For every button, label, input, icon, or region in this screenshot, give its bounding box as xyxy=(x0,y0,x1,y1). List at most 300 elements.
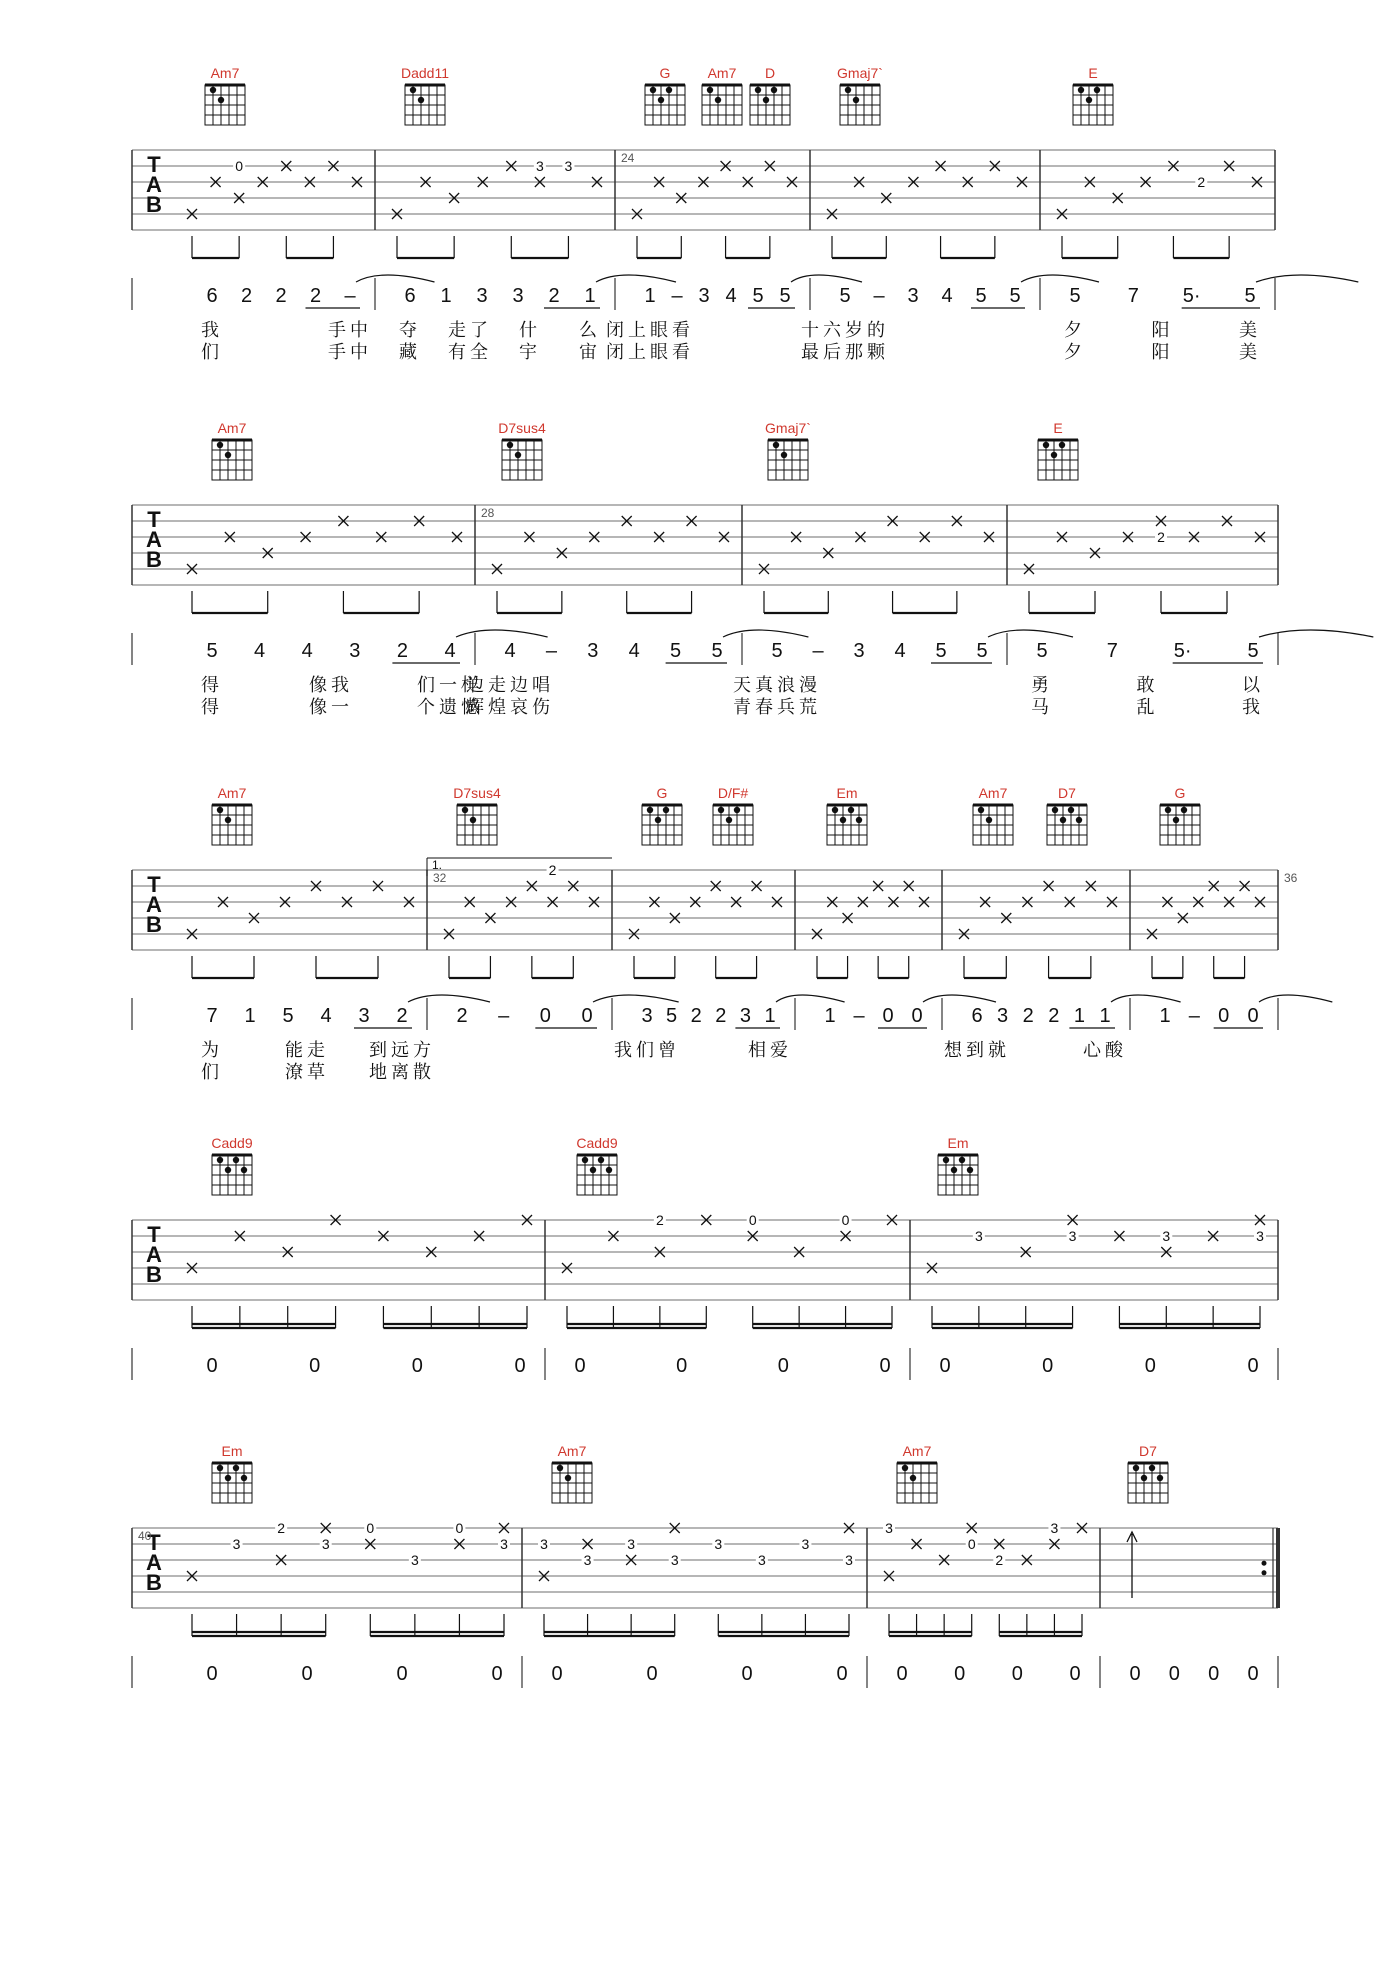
finger-dot xyxy=(598,1157,604,1163)
tab-fret-digit: 3 xyxy=(321,1536,330,1552)
finger-dot xyxy=(1165,807,1171,813)
finger-dot xyxy=(1141,1475,1147,1481)
tab-fret-digit: 0 xyxy=(748,1212,757,1228)
notation-note: 5 xyxy=(711,640,723,662)
chord-diagram xyxy=(645,65,685,125)
tab-fret-digit: 3 xyxy=(627,1536,636,1552)
finger-dot xyxy=(1060,817,1066,823)
notation-note: 2 xyxy=(690,1005,702,1027)
notation-note: 0 xyxy=(954,1663,966,1685)
finger-dot xyxy=(557,1465,563,1471)
lyric-text: 像一 xyxy=(309,697,353,717)
lyric-text: 马 xyxy=(1031,697,1053,717)
notation-note: 0 xyxy=(411,1355,423,1377)
notation-note: 0 xyxy=(1129,1663,1141,1685)
chord-name: Am7 xyxy=(217,420,247,436)
notation-note: 0 xyxy=(539,1005,551,1027)
chord-diagram xyxy=(713,785,753,845)
chord-name: Cadd9 xyxy=(576,1135,618,1151)
notation-note: 2 xyxy=(548,285,560,307)
tab-system xyxy=(132,420,1373,717)
lyric-text: 手中 xyxy=(328,320,372,340)
finger-dot xyxy=(241,1475,247,1481)
tab-fret-digit: 3 xyxy=(564,158,573,174)
notation-note: 4 xyxy=(725,285,737,307)
chord-name: Em xyxy=(947,1135,969,1151)
notation-note: 0 xyxy=(741,1663,753,1685)
chord-diagram xyxy=(1038,420,1078,480)
finger-dot xyxy=(1133,1465,1139,1471)
finger-dot xyxy=(707,87,713,93)
finger-dot xyxy=(726,817,732,823)
finger-dot xyxy=(217,807,223,813)
tab-fret-digit: 2 xyxy=(1157,529,1165,545)
finger-dot xyxy=(715,97,721,103)
notation-note: 2 xyxy=(715,1005,727,1027)
notation-note: 0 xyxy=(1144,1355,1156,1377)
notation-note: 5 xyxy=(1036,640,1048,662)
lyric-text: 夕 xyxy=(1064,342,1086,362)
notation-note: 4 xyxy=(320,1005,332,1027)
lyric-text: 像我 xyxy=(309,675,353,695)
notation-note: 3 xyxy=(698,285,710,307)
tab-system xyxy=(132,785,1332,1082)
notation-note: 7 xyxy=(1127,285,1139,307)
lyric-text: 阳 xyxy=(1151,320,1174,340)
finger-dot xyxy=(1094,87,1100,93)
notation-note: – xyxy=(812,640,824,662)
tie xyxy=(791,275,862,282)
measure-number: 24 xyxy=(621,151,635,165)
lyric-text: 得 xyxy=(201,697,223,717)
tab-clef: A xyxy=(146,892,162,917)
notation-note: 3 xyxy=(853,640,865,662)
lyric-text: 美 xyxy=(1239,342,1261,362)
lyric-text: 个遗憾 xyxy=(417,697,483,717)
notation-note: 5 xyxy=(935,640,947,662)
notation-note: 1 xyxy=(1073,1005,1085,1027)
notation-note: 0 xyxy=(581,1005,593,1027)
finger-dot xyxy=(1086,97,1092,103)
lyric-text: 美 xyxy=(1239,320,1261,340)
finger-dot xyxy=(217,442,223,448)
lyric-text: 们 xyxy=(201,1062,223,1082)
chord-name: D7 xyxy=(1139,1443,1157,1459)
notation-note: 6 xyxy=(404,285,416,307)
chord-name: G xyxy=(1174,785,1186,801)
lyric-text: 阳 xyxy=(1151,342,1174,362)
notation-note: 0 xyxy=(309,1355,321,1377)
notation-note: 0 xyxy=(1208,1663,1220,1685)
notation-note: 2 xyxy=(456,1005,468,1027)
lyric-text: 勇 xyxy=(1031,675,1053,695)
finger-dot xyxy=(1076,817,1082,823)
lyric-text: 得 xyxy=(201,675,223,695)
tab-fret-digit: 3 xyxy=(1068,1228,1077,1244)
chord-diagram xyxy=(1073,65,1113,125)
chord-name: Am7 xyxy=(210,65,240,81)
tab-system xyxy=(132,1443,1278,1688)
tab-clef: B xyxy=(146,1570,162,1595)
notation-note: 4 xyxy=(254,640,266,662)
finger-dot xyxy=(655,817,661,823)
finger-dot xyxy=(1181,807,1187,813)
notation-note: 0 xyxy=(1042,1355,1054,1377)
tie xyxy=(776,995,845,1002)
finger-dot xyxy=(418,97,424,103)
tab-clef: B xyxy=(146,912,162,937)
lyric-text: 边走边唱 xyxy=(466,675,554,695)
finger-dot xyxy=(1078,87,1084,93)
lyric-text: 辉煌哀伤 xyxy=(466,697,554,717)
finger-dot xyxy=(606,1167,612,1173)
notation-note: – xyxy=(344,285,356,307)
tab-clef: A xyxy=(146,1550,162,1575)
tab-fret-digit: 3 xyxy=(670,1552,679,1568)
lyric-text: 心酸 xyxy=(1083,1040,1127,1060)
tab-clef: A xyxy=(146,172,162,197)
lyric-text: 我们曾 xyxy=(614,1040,680,1060)
finger-dot xyxy=(217,1465,223,1471)
measure-number: 40 xyxy=(138,1529,152,1543)
finger-dot xyxy=(241,1167,247,1173)
tab-fret-digit: 3 xyxy=(845,1552,853,1568)
measure-number: 36 xyxy=(1284,871,1298,885)
tab-fret-digit: 3 xyxy=(1256,1228,1264,1244)
notation-note: 0 xyxy=(1247,1663,1259,1685)
notation-note: 1 xyxy=(644,285,656,307)
finger-dot xyxy=(978,807,984,813)
notation-note: 0 xyxy=(836,1663,848,1685)
chord-name: Em xyxy=(836,785,858,801)
lyric-text: 能走 xyxy=(285,1040,329,1060)
finger-dot xyxy=(225,1475,231,1481)
lyric-text: 敢 xyxy=(1136,675,1159,695)
notation-note: 0 xyxy=(301,1663,313,1685)
finger-dot xyxy=(470,817,476,823)
notation-note: 1 xyxy=(1159,1005,1171,1027)
finger-dot xyxy=(763,97,769,103)
tab-fret-digit: 3 xyxy=(583,1552,592,1568)
notation-note: 4 xyxy=(301,640,313,662)
tab-fret-digit: 2 xyxy=(277,1520,286,1536)
notation-note: 0 xyxy=(879,1355,891,1377)
chord-diagram xyxy=(498,420,546,480)
finger-dot xyxy=(967,1167,973,1173)
tab-clef: T xyxy=(147,1222,161,1247)
notation-note: 5 xyxy=(839,285,851,307)
lyric-text: 我 xyxy=(1242,697,1264,717)
finger-dot xyxy=(210,87,216,93)
notation-note: 1 xyxy=(440,285,452,307)
lyric-text: 到远方 xyxy=(369,1040,435,1060)
notation-note: 7 xyxy=(1106,640,1118,662)
finger-dot xyxy=(718,807,724,813)
chord-name: Gmaj7` xyxy=(765,420,811,436)
notation-note: 3 xyxy=(358,1005,370,1027)
chord-name: Cadd9 xyxy=(211,1135,253,1151)
notation-note: 2 xyxy=(309,285,322,307)
notation-note: 5 xyxy=(282,1005,294,1027)
notation-note: 0 xyxy=(396,1663,408,1685)
lyric-text: 有全 xyxy=(448,342,492,362)
lyric-text: 夺 xyxy=(399,320,421,340)
finger-dot xyxy=(582,1157,588,1163)
notation-note: 3 xyxy=(349,640,361,662)
chord-name: E xyxy=(1053,420,1063,436)
finger-dot xyxy=(1157,1475,1163,1481)
chord-diagram xyxy=(1047,785,1087,845)
chord-name: Am7 xyxy=(217,785,247,801)
tie xyxy=(723,630,808,637)
notation-note: 3 xyxy=(641,1005,653,1027)
chord-diagram xyxy=(576,1135,617,1195)
notation-note: 2 xyxy=(396,1005,408,1027)
notation-note: 0 xyxy=(514,1355,526,1377)
notation-note: – xyxy=(671,285,683,307)
chord-name: G xyxy=(659,65,671,81)
arpeggio-mark xyxy=(1127,1532,1137,1598)
lyric-text: 么 xyxy=(579,320,601,340)
notation-note: 3 xyxy=(997,1005,1009,1027)
lyric-text: 宇 xyxy=(519,342,541,362)
tab-fret-digit: 3 xyxy=(974,1228,983,1244)
tie xyxy=(356,275,435,282)
finger-dot xyxy=(734,807,740,813)
finger-dot xyxy=(853,97,859,103)
notation-note: 0 xyxy=(911,1005,923,1027)
notation-note: 5 xyxy=(670,640,682,662)
tie xyxy=(1111,995,1181,1002)
tab-fret-digit: 0 xyxy=(967,1536,976,1552)
notation-note: 0 xyxy=(777,1355,789,1377)
finger-dot xyxy=(959,1157,965,1163)
tab-fret-digit: 0 xyxy=(841,1212,850,1228)
tab-clef: A xyxy=(146,527,162,552)
finger-dot xyxy=(1052,807,1058,813)
finger-dot xyxy=(410,87,416,93)
notation-note: 5 xyxy=(976,640,988,662)
chord-diagram xyxy=(938,1135,978,1195)
chord-diagram xyxy=(827,785,867,845)
chord-diagram xyxy=(837,65,883,125)
lyric-text: 以 xyxy=(1242,675,1264,695)
notation-note: 1 xyxy=(764,1005,776,1027)
tie xyxy=(1259,630,1373,637)
notation-note: 6 xyxy=(206,285,218,307)
lyric-text: 藏 xyxy=(399,342,421,362)
tab-clef: T xyxy=(147,152,161,177)
finger-dot xyxy=(910,1475,916,1481)
lyric-text: 地离散 xyxy=(369,1062,435,1082)
chord-name: Am7 xyxy=(557,1443,587,1459)
finger-dot xyxy=(225,1167,231,1173)
lyric-text: 乱 xyxy=(1136,697,1159,717)
lyric-text: 宙 xyxy=(579,342,601,362)
tie xyxy=(1259,995,1332,1002)
tab-fret-digit: 3 xyxy=(801,1536,810,1552)
notation-note: 4 xyxy=(444,640,456,662)
chord-diagram xyxy=(702,65,742,125)
chord-diagram xyxy=(765,420,811,480)
finger-dot xyxy=(773,442,779,448)
chord-name: E xyxy=(1088,65,1098,81)
finger-dot xyxy=(832,807,838,813)
finger-dot xyxy=(840,817,846,823)
lyric-text: 走了 xyxy=(448,320,492,340)
notation-note: 5 xyxy=(1009,285,1021,307)
lyric-text: 们一样 xyxy=(417,675,483,695)
tab-clef: B xyxy=(146,547,162,572)
tab-fret-digit: 3 xyxy=(1162,1228,1171,1244)
tie xyxy=(408,995,490,1002)
lyric-text: 闭上眼看 xyxy=(606,342,694,362)
notation-note: 2 xyxy=(275,285,287,307)
notation-note: 3 xyxy=(739,1005,751,1027)
chord-diagram xyxy=(1160,785,1200,845)
finger-dot xyxy=(1043,442,1049,448)
notation-note: 3 xyxy=(512,285,524,307)
tie xyxy=(596,275,676,282)
tab-fret-digit: 3 xyxy=(1050,1520,1059,1536)
finger-dot xyxy=(1051,452,1057,458)
finger-dot xyxy=(462,807,468,813)
notation-note: 0 xyxy=(1011,1663,1023,1685)
notation-note: 5 xyxy=(975,285,987,307)
finger-dot xyxy=(986,817,992,823)
notation-note: 0 xyxy=(1247,1005,1259,1027)
finger-dot xyxy=(507,442,513,448)
notation-note: 5 xyxy=(206,640,218,662)
notation-note: 5· xyxy=(1182,285,1201,307)
chord-diagram xyxy=(211,1135,252,1195)
measure-number: 32 xyxy=(433,871,447,885)
chord-diagram xyxy=(1128,1443,1168,1503)
lyric-text: 潦草 xyxy=(285,1062,329,1082)
finger-dot xyxy=(1149,1465,1155,1471)
chord-diagram xyxy=(642,785,682,845)
notation-note: 5 xyxy=(1069,285,1081,307)
lyric-text: 天真浪漫 xyxy=(733,675,821,695)
notation-note: 5 xyxy=(1247,640,1259,662)
finger-dot xyxy=(515,452,521,458)
lyric-text: 最后那颗 xyxy=(801,342,889,362)
notation-note: 5 xyxy=(666,1005,678,1027)
notation-note: 3 xyxy=(587,640,599,662)
tab-system xyxy=(132,65,1358,362)
notation-note: 1 xyxy=(824,1005,836,1027)
finger-dot xyxy=(848,807,854,813)
chord-diagram xyxy=(973,785,1013,845)
notation-note: 4 xyxy=(894,640,906,662)
finger-dot xyxy=(218,97,224,103)
lyric-text: 十六岁的 xyxy=(801,320,889,340)
finger-dot xyxy=(590,1167,596,1173)
notation-note: 0 xyxy=(1069,1663,1081,1685)
lyric-text: 们 xyxy=(201,342,223,362)
notation-note: 4 xyxy=(628,640,640,662)
notation-note: 0 xyxy=(1247,1355,1259,1377)
lyric-text: 闭上眼看 xyxy=(606,320,694,340)
chord-diagram xyxy=(212,1443,252,1503)
notation-note: 7 xyxy=(206,1005,218,1027)
tab-fret-digit: 0 xyxy=(366,1520,375,1536)
chord-diagram xyxy=(453,785,501,845)
notation-note: – xyxy=(873,285,885,307)
notation-note: 0 xyxy=(646,1663,658,1685)
lyric-text: 什 xyxy=(519,320,541,340)
finger-dot xyxy=(755,87,761,93)
finger-dot xyxy=(771,87,777,93)
notation-note: 5 xyxy=(779,285,791,307)
finger-dot xyxy=(233,1157,239,1163)
finger-dot xyxy=(1068,807,1074,813)
tab-clef: A xyxy=(146,1242,162,1267)
notation-note: 1 xyxy=(244,1005,256,1027)
repeat-dot xyxy=(1262,1561,1267,1566)
finger-dot xyxy=(943,1157,949,1163)
notation-note: 0 xyxy=(551,1663,563,1685)
notation-note: 0 xyxy=(491,1663,503,1685)
finger-dot xyxy=(845,87,851,93)
notation-note: – xyxy=(853,1005,865,1027)
repeat-dot xyxy=(1262,1570,1267,1575)
chord-name: Am7 xyxy=(902,1443,932,1459)
tab-clef: B xyxy=(146,1262,162,1287)
notation-note: 0 xyxy=(882,1005,894,1027)
notation-note: 0 xyxy=(939,1355,951,1377)
notation-note: 6 xyxy=(971,1005,983,1027)
tab-fret-digit: 2 xyxy=(1197,174,1206,190)
chord-diagram xyxy=(205,65,245,125)
lyric-text: 相爱 xyxy=(748,1040,792,1060)
notation-note: 2 xyxy=(1048,1005,1060,1027)
tab-fret-digit: 3 xyxy=(714,1536,723,1552)
notation-note: 1 xyxy=(584,285,596,307)
notation-note: 0 xyxy=(206,1355,218,1377)
notation-note: 2 xyxy=(396,640,408,662)
chord-name: D7sus4 xyxy=(453,785,501,801)
tie xyxy=(923,995,996,1002)
notation-note: 5 xyxy=(771,640,783,662)
notation-note: 0 xyxy=(896,1663,908,1685)
chord-name: D/F# xyxy=(717,785,749,801)
notation-note: 2 xyxy=(1022,1005,1034,1027)
chord-diagram xyxy=(552,1443,592,1503)
tab-fret-digit: 3 xyxy=(535,158,544,174)
chord-diagram xyxy=(212,420,252,480)
chord-name: Dadd11 xyxy=(400,65,450,81)
chord-diagram xyxy=(401,65,449,125)
tie xyxy=(1021,275,1099,282)
chord-diagram xyxy=(897,1443,937,1503)
notation-note: 5 xyxy=(1244,285,1256,307)
tie xyxy=(1256,275,1358,282)
finger-dot xyxy=(951,1167,957,1173)
lyric-text: 青春兵荒 xyxy=(733,697,821,717)
measure-number: 28 xyxy=(481,506,495,520)
chord-name: G xyxy=(656,785,668,801)
tab-clef: T xyxy=(147,872,161,897)
tie xyxy=(456,630,548,637)
notation-note: – xyxy=(498,1005,510,1027)
tab-fret-digit: 3 xyxy=(410,1552,419,1568)
finger-dot xyxy=(781,452,787,458)
tab-fret-digit: 0 xyxy=(235,158,244,174)
finger-dot xyxy=(856,817,862,823)
finger-dot xyxy=(902,1465,908,1471)
notation-note: 5 xyxy=(752,285,764,307)
